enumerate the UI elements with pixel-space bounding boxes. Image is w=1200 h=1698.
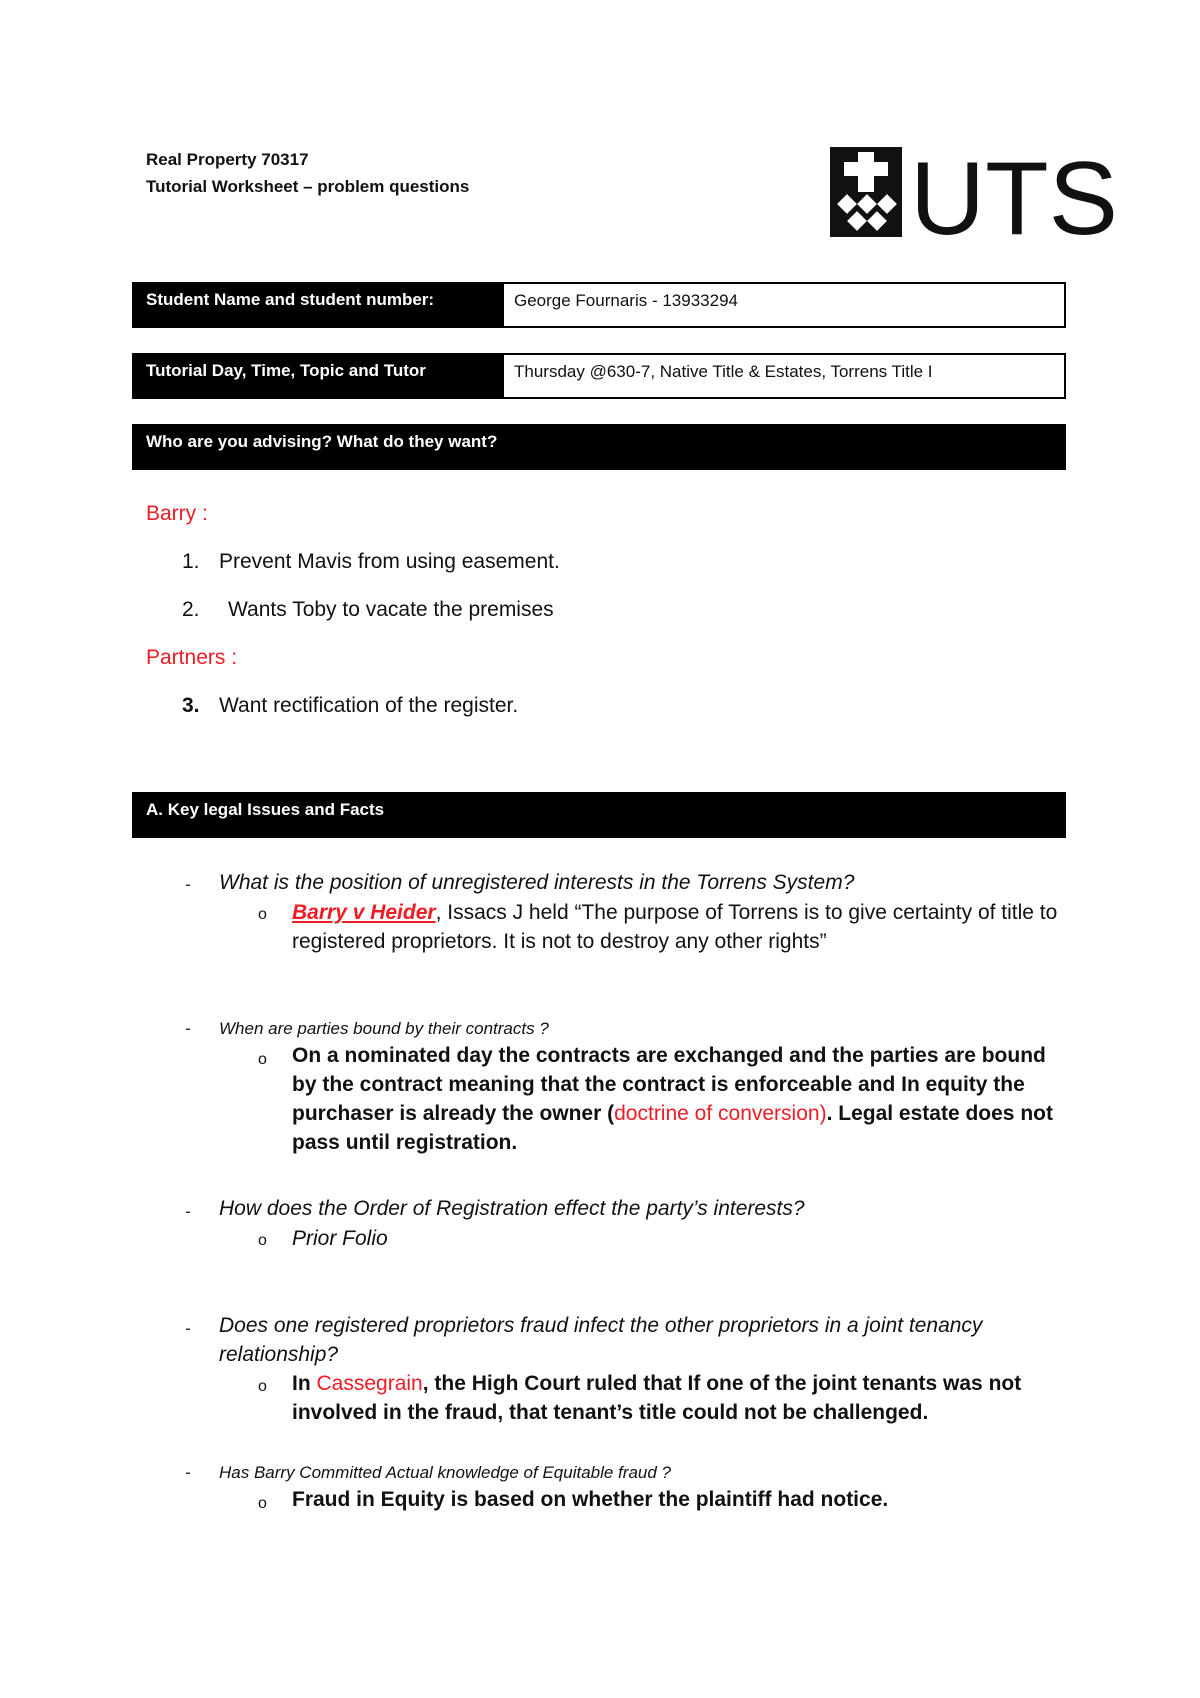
answer-4-text: , the High Court ruled that If one of the joint tenants was not involved in the fraud, that tenant’s title could not be challenged.	[292, 1372, 1022, 1424]
answer-4	[292, 1369, 1072, 1427]
question-2: When are parties bound by their contracts ?	[219, 1019, 549, 1038]
answer-4-pre: In	[292, 1372, 317, 1395]
student-info-row	[132, 282, 1066, 328]
tutorial-info-label: Tutorial Day, Time, Topic and Tutor	[132, 353, 504, 399]
uts-crest-icon	[830, 142, 1120, 242]
o-bullet: o	[258, 1495, 267, 1512]
dash-bullet: -	[185, 874, 191, 894]
case-barry-v-heider: Barry v Heider	[292, 901, 436, 924]
advising-heading: Who are you advising? What do they want?	[132, 424, 1066, 470]
student-info-label: Student Name and student number:	[132, 282, 504, 328]
list-number: 3.	[182, 694, 200, 717]
o-bullet: o	[258, 1051, 267, 1068]
list-number: 2.	[182, 598, 200, 621]
dash-bullet: -	[185, 1318, 191, 1338]
course-title: Real Property 70317	[146, 150, 309, 169]
tutorial-info-value: Thursday @630-7, Native Title & Estates, Torrens Title I	[504, 353, 1066, 399]
answer-5: Fraud in Equity is based on whether the plaintiff had notice.	[292, 1488, 889, 1511]
dash-bullet: -	[185, 1201, 191, 1221]
student-info-value: George Fournaris - 13933294	[504, 282, 1066, 328]
dash-bullet: -	[185, 1462, 191, 1482]
list-number: 1.	[182, 550, 200, 573]
o-bullet: o	[258, 1378, 267, 1395]
doctrine-of-conversion: doctrine of conversion)	[614, 1102, 827, 1125]
answer-2	[292, 1041, 1072, 1157]
uts-logo	[830, 142, 1120, 242]
uts-wordmark: UTS	[910, 142, 1118, 242]
question-1: What is the position of unregistered interests in the Torrens System?	[219, 871, 855, 894]
list-text: Want rectification of the register.	[219, 694, 519, 717]
case-cassegrain: Cassegrain	[316, 1372, 423, 1395]
o-bullet: o	[258, 1232, 267, 1249]
party-barry-label: Barry :	[146, 502, 208, 525]
answer-2-text: On a nominated day the contracts are exchanged and the parties are bound by the contract meaning that the contract is enforceable and In equity the purchaser is already the owner (	[292, 1044, 1046, 1125]
list-text: Wants Toby to vacate the premises	[228, 598, 554, 621]
list-text: Prevent Mavis from using easement.	[219, 550, 560, 573]
answer-3: Prior Folio	[292, 1227, 388, 1250]
dash-bullet: -	[185, 1018, 191, 1038]
answer-2-tail: . Legal estate does not pass until registration.	[292, 1102, 1053, 1154]
answer-1	[292, 898, 1072, 956]
o-bullet: o	[258, 906, 267, 923]
question-5: Has Barry Committed Actual knowledge of Equitable fraud ?	[219, 1463, 671, 1482]
party-partners-label: Partners :	[146, 646, 238, 669]
worksheet-subtitle: Tutorial Worksheet – problem questions	[146, 177, 470, 196]
tutorial-info-row	[132, 353, 1066, 399]
answer-1-text: , Issacs J held “The purpose of Torrens is to give certainty of title to registered proprietors. It is not to destroy any other rights”	[292, 901, 1058, 953]
question-4: Does one registered proprietors fraud infect the other proprietors in a joint tenancy relationship?	[219, 1314, 983, 1366]
issues-heading: A. Key legal Issues and Facts	[132, 792, 1066, 838]
question-3: How does the Order of Registration effect the party’s interests?	[219, 1197, 805, 1220]
